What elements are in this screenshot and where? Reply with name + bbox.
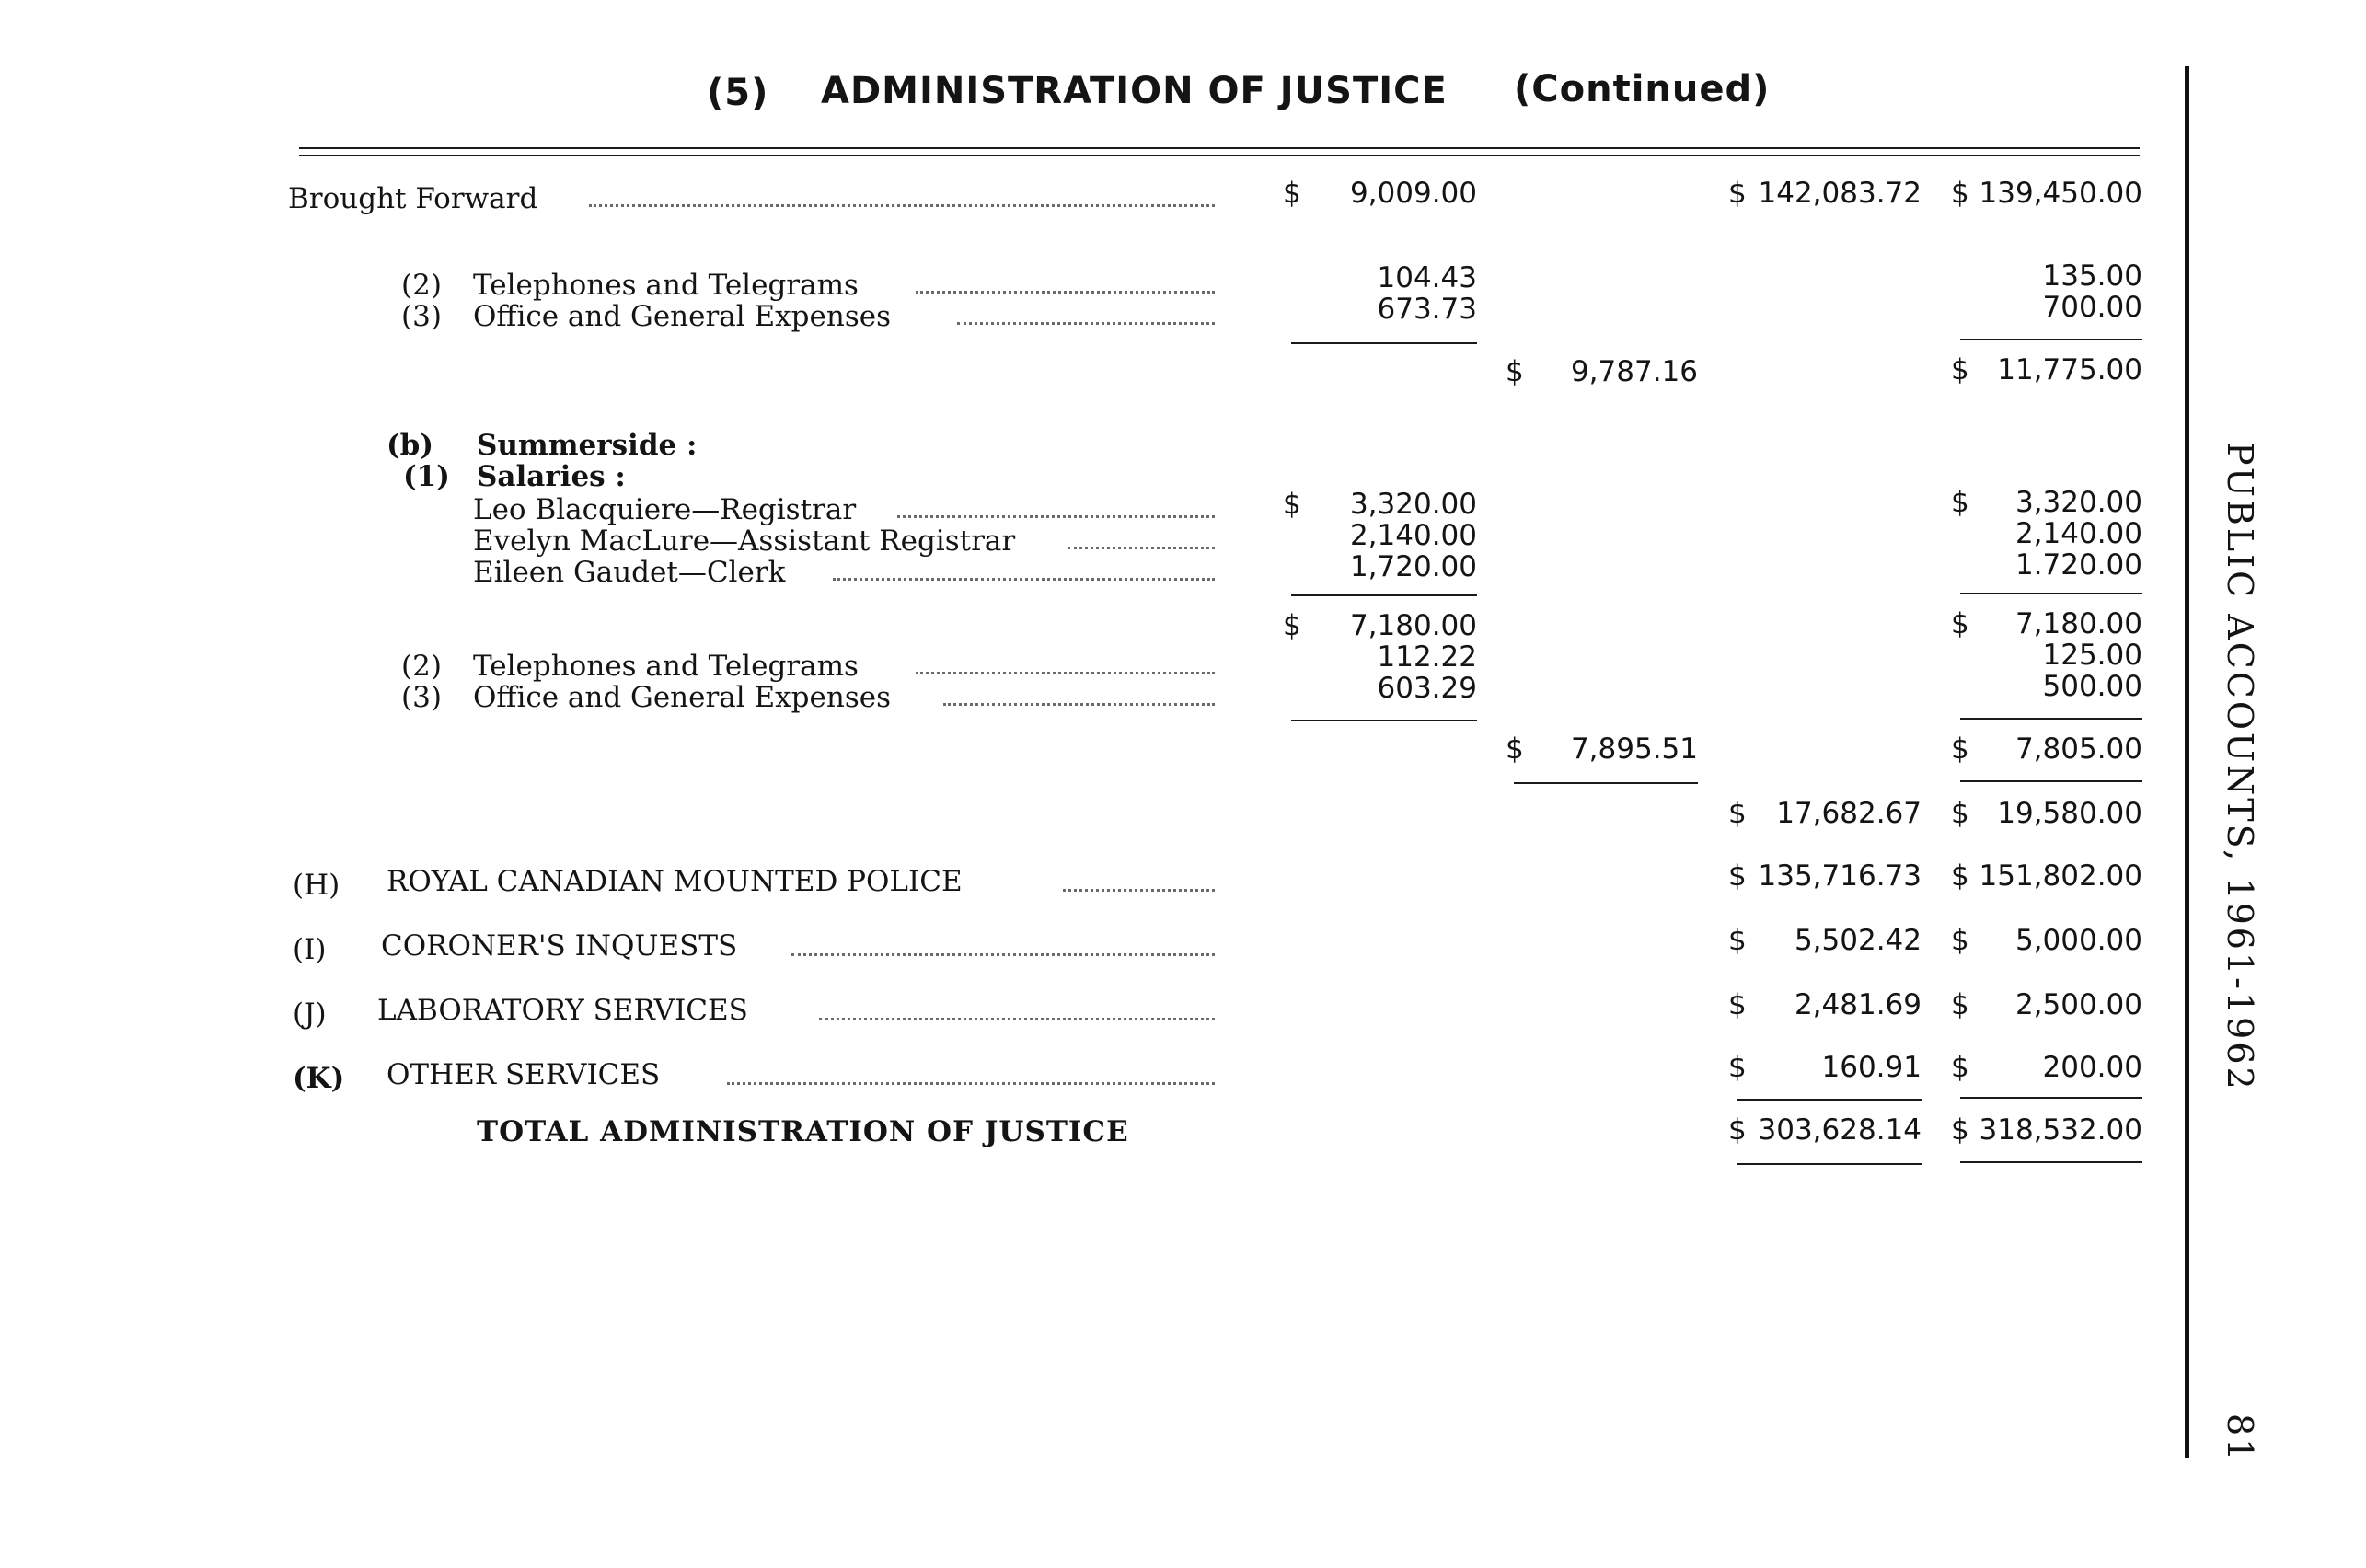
running-title: PUBLIC ACCOUNTS, 1961-1962 bbox=[2220, 442, 2260, 1092]
brought-forward-col4: 139,450.00 bbox=[1979, 177, 2142, 210]
expense-label: Office and General Expenses bbox=[473, 300, 891, 333]
service-col4: 200.00 bbox=[2042, 1051, 2142, 1084]
staff-col4: 1.720.00 bbox=[2014, 548, 2142, 582]
expense-col1: 112.22 bbox=[1377, 640, 1477, 674]
courts-total-col4: 19,580.00 bbox=[1997, 797, 2142, 830]
grand-total-label: TOTAL ADMINISTRATION OF JUSTICE bbox=[477, 1115, 1129, 1148]
dollar-sign: $ bbox=[1283, 177, 1301, 210]
service-col4: 151,802.00 bbox=[1979, 859, 2142, 893]
dollar-sign: $ bbox=[1283, 488, 1301, 521]
header-rule-bottom bbox=[299, 155, 2140, 156]
salaries-number: (1) bbox=[403, 460, 450, 493]
expense-col1: 603.29 bbox=[1377, 672, 1477, 705]
service-label: ROYAL CANADIAN MOUNTED POLICE bbox=[387, 865, 963, 898]
service-col4: 2,500.00 bbox=[2014, 988, 2142, 1021]
service-label: CORONER'S INQUESTS bbox=[381, 929, 738, 963]
margin-rule bbox=[2185, 66, 2189, 1458]
dollar-sign: $ bbox=[1951, 988, 1969, 1021]
subtotal-rule bbox=[1291, 342, 1477, 344]
leader-dots bbox=[1068, 547, 1215, 549]
service-col3: 5,502.42 bbox=[1794, 924, 1922, 957]
leader-dots bbox=[1063, 889, 1215, 892]
expense-col1: 673.73 bbox=[1377, 293, 1477, 326]
summerside-total-col2: 7,895.51 bbox=[1570, 732, 1698, 766]
staff-col4: 2,140.00 bbox=[2014, 517, 2142, 550]
service-col3: 2,481.69 bbox=[1794, 988, 1922, 1021]
item-number: (3) bbox=[401, 681, 442, 714]
leader-dots bbox=[943, 703, 1215, 706]
grand-total-underline bbox=[1960, 1161, 2142, 1163]
dollar-sign: $ bbox=[1728, 1051, 1747, 1084]
grand-total-col3: 303,628.14 bbox=[1758, 1113, 1922, 1147]
staff-label: Leo Blacquiere—Registrar bbox=[473, 493, 857, 526]
running-header bbox=[2212, 442, 2268, 1463]
staff-col1: 3,320.00 bbox=[1349, 488, 1477, 521]
expense-col4: 700.00 bbox=[2042, 291, 2142, 324]
charlottetown-total-col2: 9,787.16 bbox=[1570, 355, 1698, 388]
grand-total-rule bbox=[1737, 1099, 1922, 1101]
service-letter: (K) bbox=[293, 1062, 345, 1095]
dollar-sign: $ bbox=[1728, 797, 1747, 830]
dollar-sign: $ bbox=[1951, 353, 1969, 386]
summerside-letter: (b) bbox=[387, 429, 434, 462]
section-number: (5) bbox=[707, 72, 769, 114]
staff-col1: 2,140.00 bbox=[1349, 519, 1477, 552]
expense-label: Office and General Expenses bbox=[473, 681, 891, 714]
service-letter: (J) bbox=[293, 997, 327, 1031]
leader-dots bbox=[916, 291, 1215, 294]
grand-total-rule bbox=[1960, 1097, 2142, 1099]
leader-dots bbox=[833, 578, 1215, 581]
staff-label: Eileen Gaudet—Clerk bbox=[473, 556, 786, 589]
header-rule-top bbox=[299, 147, 2140, 149]
expense-col4: 125.00 bbox=[2042, 639, 2142, 672]
staff-col4: 3,320.00 bbox=[2014, 486, 2142, 519]
dollar-sign: $ bbox=[1951, 924, 1969, 957]
dollar-sign: $ bbox=[1951, 177, 1969, 210]
brought-forward-col1: 9,009.00 bbox=[1349, 177, 1477, 210]
dollar-sign: $ bbox=[1728, 1113, 1747, 1147]
dollar-sign: $ bbox=[1951, 607, 1969, 640]
dollar-sign: $ bbox=[1728, 177, 1747, 210]
service-letter: (I) bbox=[293, 933, 327, 966]
leader-dots bbox=[727, 1082, 1215, 1085]
total-rule bbox=[1514, 782, 1698, 784]
item-number: (2) bbox=[401, 650, 442, 683]
service-col3: 160.91 bbox=[1821, 1051, 1922, 1084]
dollar-sign: $ bbox=[1283, 609, 1301, 642]
dollar-sign: $ bbox=[1728, 859, 1747, 893]
expense-col4: 135.00 bbox=[2042, 259, 2142, 293]
leader-dots bbox=[957, 322, 1215, 325]
dollar-sign: $ bbox=[1951, 1051, 1969, 1084]
grand-total-col4: 318,532.00 bbox=[1979, 1113, 2142, 1147]
dollar-sign: $ bbox=[1951, 732, 1969, 766]
service-label: LABORATORY SERVICES bbox=[377, 994, 748, 1027]
item-number: (2) bbox=[401, 269, 442, 302]
salaries-subtotal-col1: 7,180.00 bbox=[1349, 609, 1477, 642]
item-number: (3) bbox=[401, 300, 442, 333]
subtotal-rule bbox=[1291, 720, 1477, 721]
summerside-total-col4: 7,805.00 bbox=[2014, 732, 2142, 766]
leader-dots bbox=[897, 515, 1215, 518]
subtotal-rule bbox=[1291, 594, 1477, 596]
dollar-sign: $ bbox=[1951, 859, 1969, 893]
dollar-sign: $ bbox=[1728, 988, 1747, 1021]
expense-col4: 500.00 bbox=[2042, 670, 2142, 703]
dollar-sign: $ bbox=[1951, 486, 1969, 519]
charlottetown-total-col4: 11,775.00 bbox=[1997, 353, 2142, 386]
leader-dots bbox=[916, 672, 1215, 674]
staff-col1: 1,720.00 bbox=[1349, 550, 1477, 583]
brought-forward-label: Brought Forward bbox=[288, 182, 538, 215]
dollar-sign: $ bbox=[1728, 924, 1747, 957]
page-number: 81 bbox=[2220, 1412, 2260, 1463]
leader-dots bbox=[791, 953, 1215, 956]
expense-label: Telephones and Telegrams bbox=[473, 650, 859, 683]
grand-total-underline bbox=[1737, 1163, 1922, 1165]
dollar-sign: $ bbox=[1506, 732, 1524, 766]
service-col3: 135,716.73 bbox=[1758, 859, 1922, 893]
summerside-title: Summerside : bbox=[477, 429, 698, 462]
service-letter: (H) bbox=[293, 869, 340, 902]
dollar-sign: $ bbox=[1951, 1113, 1969, 1147]
subtotal-rule bbox=[1960, 339, 2142, 340]
total-rule bbox=[1960, 780, 2142, 782]
expense-label: Telephones and Telegrams bbox=[473, 269, 859, 302]
brought-forward-col3: 142,083.72 bbox=[1758, 177, 1922, 210]
staff-label: Evelyn MacLure—Assistant Registrar bbox=[473, 525, 1016, 558]
dollar-sign: $ bbox=[1506, 355, 1524, 388]
expense-col1: 104.43 bbox=[1377, 261, 1477, 294]
title-continued: (Continued) bbox=[1514, 68, 1771, 110]
page-title: ADMINISTRATION OF JUSTICE bbox=[821, 70, 1448, 112]
subtotal-rule bbox=[1960, 718, 2142, 720]
service-label: OTHER SERVICES bbox=[387, 1058, 661, 1091]
leader-dots bbox=[589, 204, 1215, 207]
service-col4: 5,000.00 bbox=[2014, 924, 2142, 957]
salaries-subtotal-col4: 7,180.00 bbox=[2014, 607, 2142, 640]
salaries-title: Salaries : bbox=[477, 460, 626, 493]
leader-dots bbox=[819, 1018, 1215, 1020]
courts-total-col3: 17,682.67 bbox=[1776, 797, 1922, 830]
dollar-sign: $ bbox=[1951, 797, 1969, 830]
subtotal-rule bbox=[1960, 593, 2142, 594]
